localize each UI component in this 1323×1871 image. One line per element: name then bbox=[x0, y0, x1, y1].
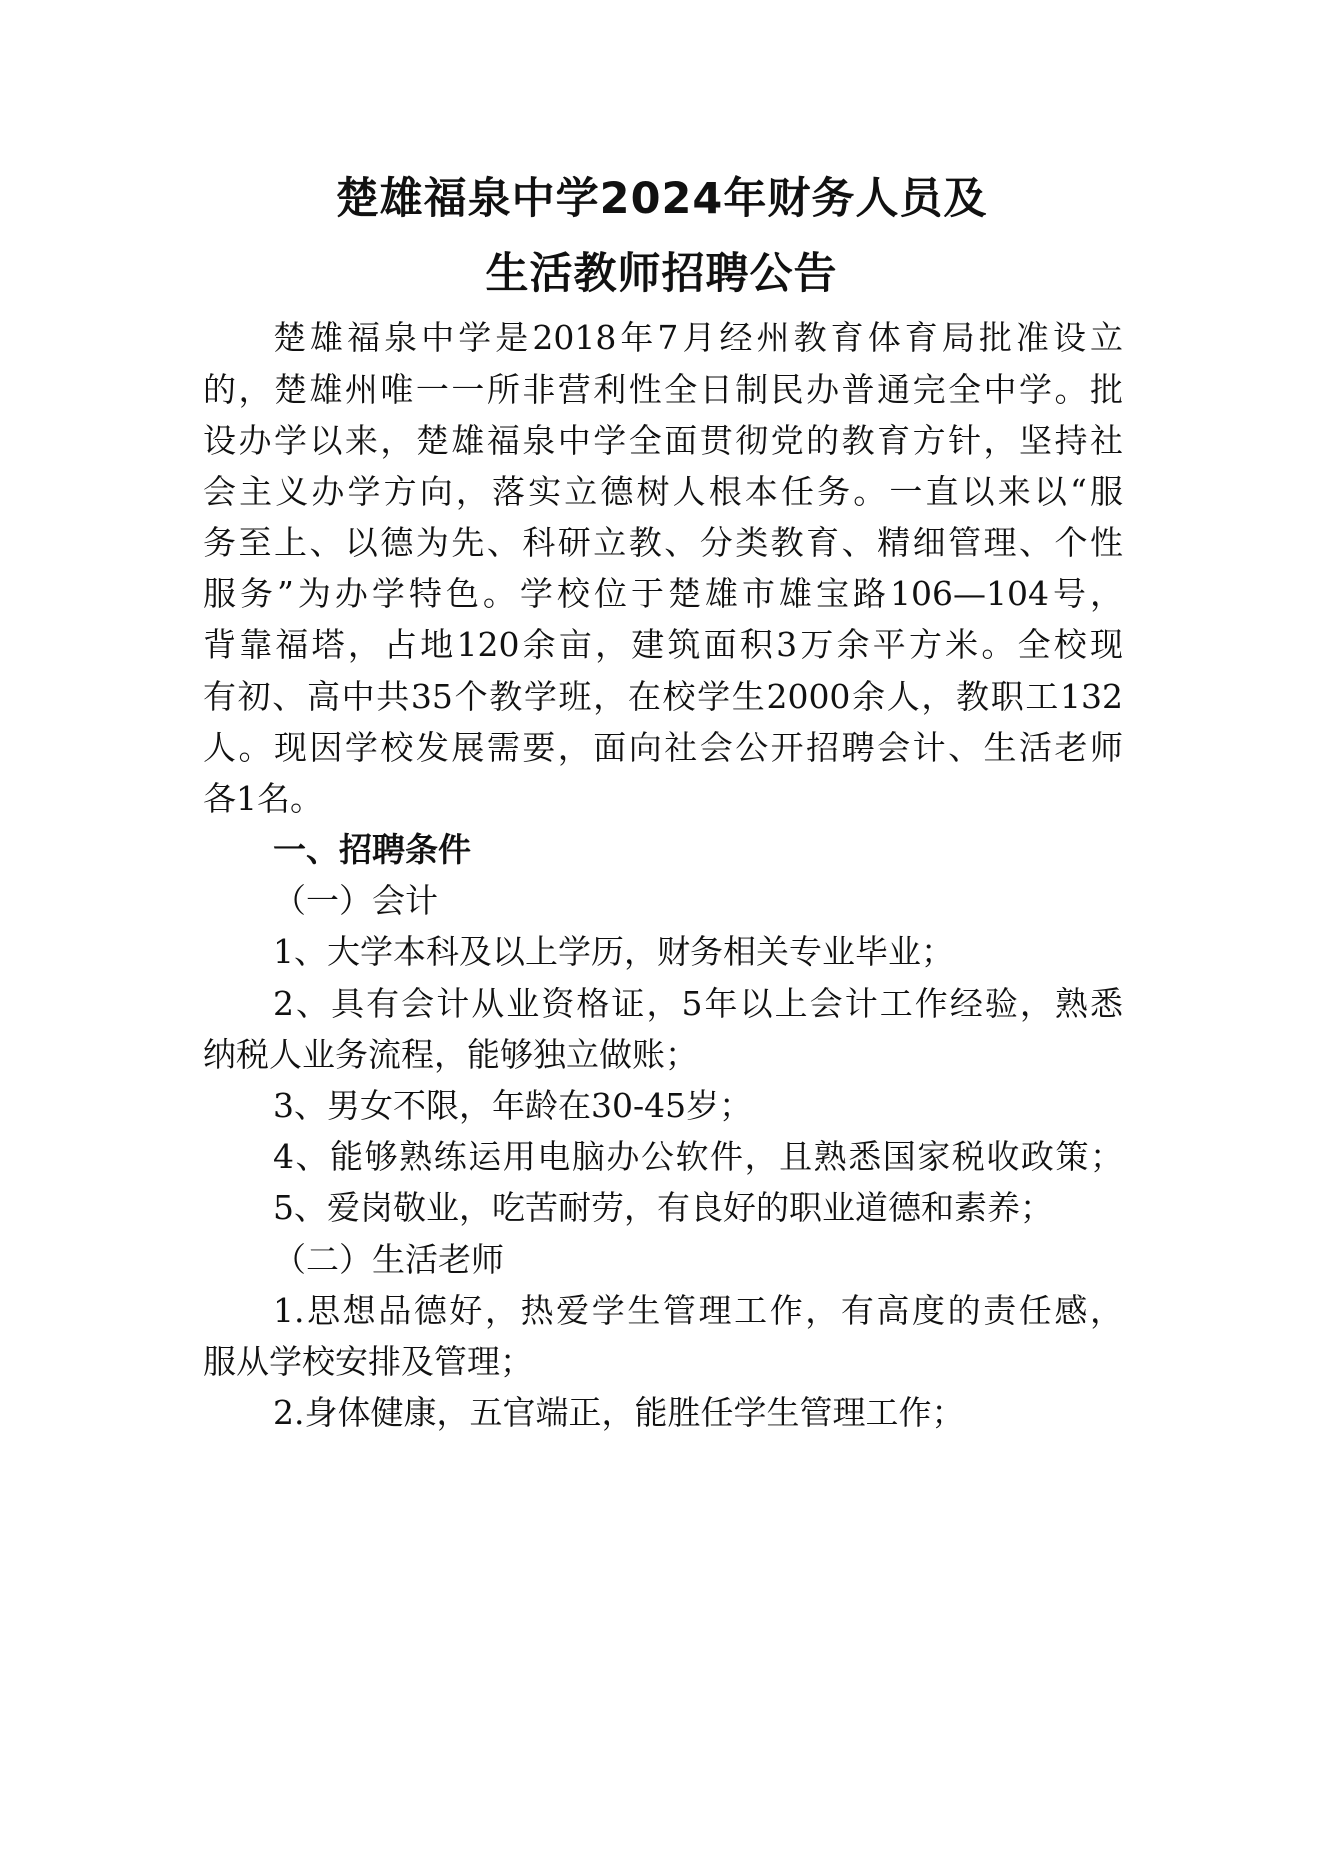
requirement-line: 5、爱岗敬业，吃苦耐劳，有良好的职业道德和素养； bbox=[273, 1188, 1053, 1227]
intro-line: 背靠福塔，占地120余亩，建筑面积3万余平方米。全校现 bbox=[203, 625, 1123, 664]
intro-line: 服务”为办学特色。学校位于楚雄市雄宝路106—104号， bbox=[203, 574, 1123, 613]
document-title-line-2: 生活教师招聘公告 bbox=[485, 249, 838, 299]
subsection-heading: （二）生活老师 bbox=[273, 1240, 504, 1279]
subsection-heading: （一）会计 bbox=[273, 881, 438, 920]
intro-line: 楚雄福泉中学是2018年7月经州教育体育局批准设立 bbox=[273, 318, 1123, 357]
intro-line: 的，楚雄州唯一一所非营利性全日制民办普通完全中学。批 bbox=[203, 370, 1123, 409]
intro-line: 各1名。 bbox=[203, 779, 323, 818]
requirement-line: 4、能够熟练运用电脑办公软件，且熟悉国家税收政策； bbox=[273, 1137, 1123, 1176]
requirement-line: 1、大学本科及以上学历，财务相关专业毕业； bbox=[273, 932, 954, 971]
requirement-line: 2.身体健康，五官端正，能胜任学生管理工作； bbox=[273, 1393, 965, 1432]
requirement-line: 纳税人业务流程，能够独立做账； bbox=[203, 1035, 698, 1074]
requirement-line: 服从学校安排及管理； bbox=[203, 1342, 533, 1381]
requirement-line: 3、男女不限，年龄在30-45岁； bbox=[273, 1086, 753, 1125]
intro-line: 设办学以来，楚雄福泉中学全面贯彻党的教育方针，坚持社 bbox=[203, 421, 1123, 460]
intro-line: 有初、高中共35个教学班，在校学生2000余人，教职工132 bbox=[203, 677, 1123, 716]
requirement-line: 1.思想品德好，热爱学生管理工作，有高度的责任感， bbox=[273, 1291, 1123, 1330]
intro-line: 务至上、以德为先、科研立教、分类教育、精细管理、个性 bbox=[203, 523, 1123, 562]
section-heading: 一、招聘条件 bbox=[273, 830, 471, 869]
document-title-line-1: 楚雄福泉中学2024年财务人员及 bbox=[335, 174, 988, 224]
intro-line: 人。现因学校发展需要，面向社会公开招聘会计、生活老师 bbox=[203, 728, 1123, 767]
requirement-line: 2、具有会计从业资格证，5年以上会计工作经验，熟悉 bbox=[273, 984, 1123, 1023]
intro-line: 会主义办学方向，落实立德树人根本任务。一直以来以“服 bbox=[203, 472, 1123, 511]
